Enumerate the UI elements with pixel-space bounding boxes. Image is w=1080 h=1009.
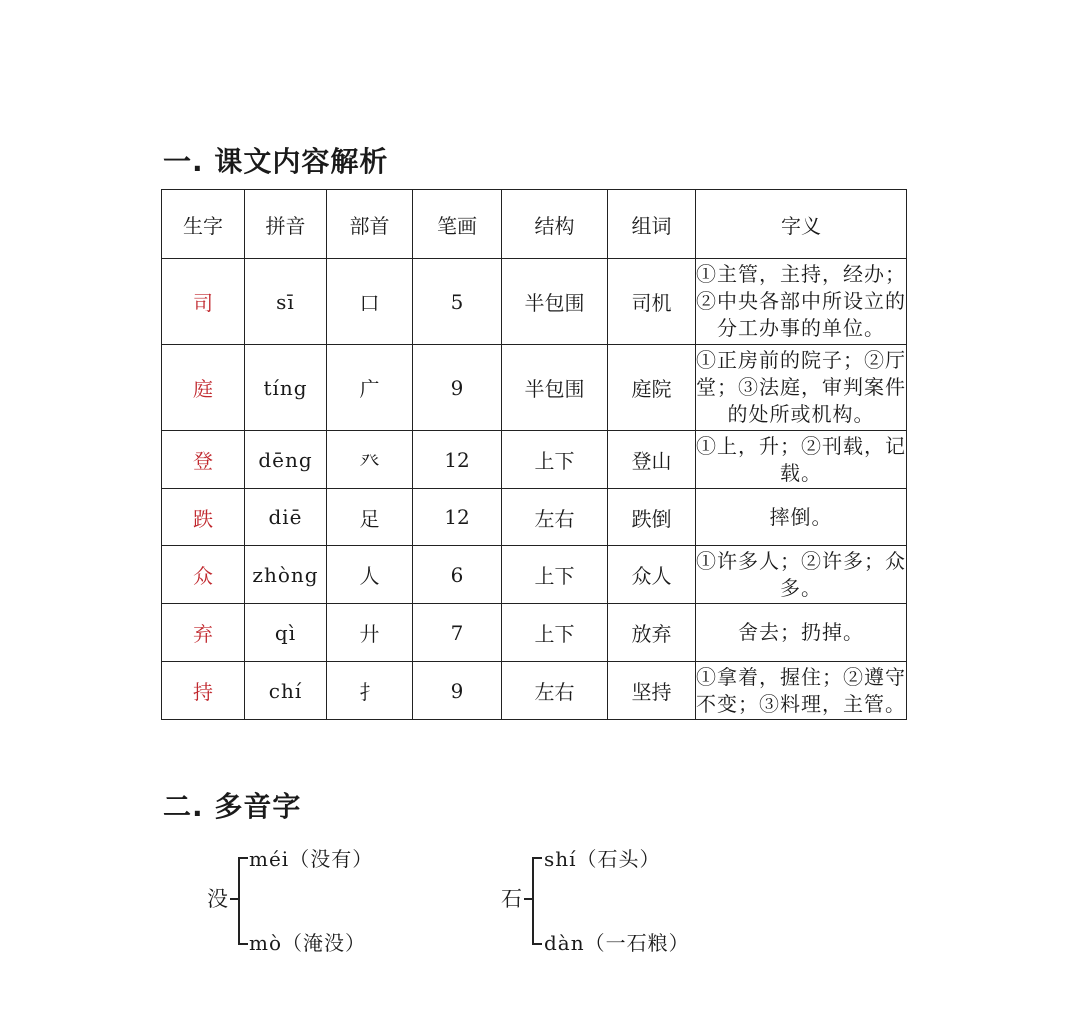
header-strokes: 笔画 bbox=[413, 190, 502, 259]
cell-word: 放弃 bbox=[608, 604, 696, 662]
polyphone-reading: dàn（一石粮） bbox=[544, 931, 690, 955]
cell-structure: 左右 bbox=[502, 489, 608, 546]
cell-meaning: ①拿着，握住；②遵守不变；③料理，主管。 bbox=[696, 662, 907, 720]
polyphone-char: 石 bbox=[501, 887, 522, 911]
cell-char: 登 bbox=[162, 431, 245, 489]
table-row bbox=[162, 489, 907, 546]
header-pinyin: 拼音 bbox=[245, 190, 327, 259]
cell-radical: 廾 bbox=[327, 604, 413, 662]
cell-pinyin: qì bbox=[245, 604, 327, 662]
cell-radical: 足 bbox=[327, 489, 413, 546]
header-word: 组词 bbox=[608, 190, 696, 259]
cell-structure: 上下 bbox=[502, 431, 608, 489]
cell-radical: 扌 bbox=[327, 662, 413, 720]
cell-radical: 人 bbox=[327, 546, 413, 604]
cell-structure: 半包围 bbox=[502, 345, 608, 431]
cell-meaning: 舍去；扔掉。 bbox=[696, 604, 907, 662]
bracket bbox=[238, 857, 248, 945]
cell-strokes: 12 bbox=[413, 489, 502, 546]
cell-char: 众 bbox=[162, 546, 245, 604]
cell-char: 弃 bbox=[162, 604, 245, 662]
cell-char: 持 bbox=[162, 662, 245, 720]
section-title-analysis: 一. 课文内容解析 bbox=[163, 145, 389, 178]
section-title-polyphones: 二. 多音字 bbox=[163, 790, 302, 823]
cell-word: 跌倒 bbox=[608, 489, 696, 546]
cell-strokes: 6 bbox=[413, 546, 502, 604]
cell-strokes: 7 bbox=[413, 604, 502, 662]
bracket bbox=[532, 857, 542, 945]
polyphone-reading: shí（石头） bbox=[544, 847, 661, 871]
cell-meaning: ①主管，主持，经办；②中央各部中所设立的分工办事的单位。 bbox=[696, 259, 907, 345]
header-meaning: 字义 bbox=[696, 190, 907, 259]
cell-pinyin: zhòng bbox=[245, 546, 327, 604]
cell-word: 庭院 bbox=[608, 345, 696, 431]
cell-pinyin: sī bbox=[245, 259, 327, 345]
cell-strokes: 9 bbox=[413, 345, 502, 431]
cell-structure: 上下 bbox=[502, 604, 608, 662]
cell-word: 登山 bbox=[608, 431, 696, 489]
cell-structure: 左右 bbox=[502, 662, 608, 720]
cell-structure: 半包围 bbox=[502, 259, 608, 345]
header-char: 生字 bbox=[162, 190, 245, 259]
cell-meaning: ①许多人；②许多；众多。 bbox=[696, 546, 907, 604]
cell-meaning: ①正房前的院子；②厅堂；③法庭，审判案件的处所或机构。 bbox=[696, 345, 907, 431]
table-row bbox=[162, 546, 907, 604]
table-row bbox=[162, 431, 907, 489]
cell-strokes: 12 bbox=[413, 431, 502, 489]
table-row bbox=[162, 604, 907, 662]
cell-char: 司 bbox=[162, 259, 245, 345]
cell-word: 坚持 bbox=[608, 662, 696, 720]
cell-char: 庭 bbox=[162, 345, 245, 431]
cell-strokes: 9 bbox=[413, 662, 502, 720]
header-radical: 部首 bbox=[327, 190, 413, 259]
cell-radical: 癶 bbox=[327, 431, 413, 489]
polyphone-char: 没 bbox=[207, 887, 228, 911]
cell-radical: 口 bbox=[327, 259, 413, 345]
cell-word: 众人 bbox=[608, 546, 696, 604]
cell-radical: 广 bbox=[327, 345, 413, 431]
cell-pinyin: tíng bbox=[245, 345, 327, 431]
table-row bbox=[162, 259, 907, 345]
polyphone-reading: méi（没有） bbox=[249, 847, 374, 871]
vocabulary-table bbox=[161, 189, 907, 720]
cell-pinyin: chí bbox=[245, 662, 327, 720]
header-structure: 结构 bbox=[502, 190, 608, 259]
cell-strokes: 5 bbox=[413, 259, 502, 345]
cell-meaning: 摔倒。 bbox=[696, 489, 907, 546]
cell-structure: 上下 bbox=[502, 546, 608, 604]
table-header-row bbox=[162, 190, 907, 259]
polyphone-reading: mò（淹没） bbox=[249, 931, 367, 955]
table-row bbox=[162, 345, 907, 431]
cell-meaning: ①上，升；②刊载，记载。 bbox=[696, 431, 907, 489]
cell-char: 跌 bbox=[162, 489, 245, 546]
cell-pinyin: diē bbox=[245, 489, 327, 546]
cell-word: 司机 bbox=[608, 259, 696, 345]
cell-pinyin: dēng bbox=[245, 431, 327, 489]
table-row bbox=[162, 662, 907, 720]
